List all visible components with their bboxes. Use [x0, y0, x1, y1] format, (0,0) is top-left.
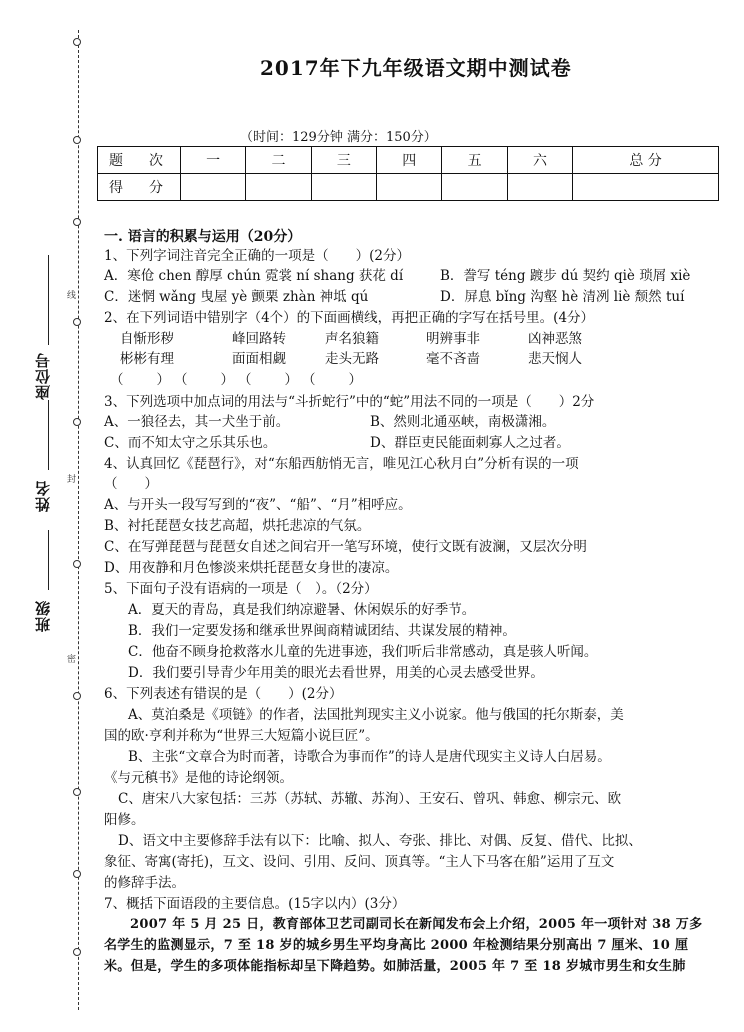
score-table-col-total: 总 分: [573, 147, 719, 174]
score-table-col-5: 五: [442, 147, 507, 174]
score-table-col-3: 三: [311, 147, 376, 174]
score-cell[interactable]: [311, 174, 376, 201]
q5-option-c: C．他奋不顾身抢救落水儿童的先进事迹，我们听后非常感动，真是骇人听闻。: [128, 644, 598, 660]
exam-subtitle: （时间：129分钟 满分：150分）: [240, 130, 437, 145]
q2-stem: 2、在下列词语中错别字（4个）的下面画横线，再把正确的字写在括号里。(4分）: [104, 310, 595, 326]
q3-option-a: A、一狼径去，其一犬坐于前。: [104, 414, 290, 430]
q2-word: 凶神恶煞: [528, 331, 582, 347]
q6-option-d-line2: 象征、寄寓(寄托)，互文、设问、引用、反问、顶真等。“主人下马客在船”运用了互文: [104, 854, 615, 870]
q1-option-b: B．誊写 téng 踱步 dú 契约 qiè 琐屑 xiè: [440, 268, 691, 284]
q2-word: 面面相觑: [232, 351, 286, 367]
name-label: 姓名: [34, 480, 52, 512]
binding-char-feng: 封: [67, 472, 76, 485]
score-cell[interactable]: [181, 174, 246, 201]
q2-word: 峰回路转: [232, 331, 286, 347]
q1-stem: 1、下列字词注音完全正确的一项是（ ）(2分）: [104, 248, 410, 264]
binding-hole-icon: [73, 560, 81, 568]
q2-answer-blanks[interactable]: （ ） （ ） （ ） （ ）: [110, 372, 364, 388]
q5-option-a: A．夏天的青岛，真是我们纳凉避暑、休闲娱乐的好季节。: [128, 602, 476, 618]
score-table-col-6: 六: [507, 147, 572, 174]
q4-option-a: A、与开头一段写写到的“夜”、“船”、“月”相呼应。: [104, 497, 412, 513]
class-label: 班级: [34, 600, 52, 632]
binding-hole-icon: [73, 38, 81, 46]
binding-char-mi: 密: [67, 652, 76, 665]
q4-option-b: B、衬托琵琶女技艺高超，烘托悲凉的气氛。: [104, 518, 371, 534]
q5-stem: 5、下面句子没有语病的一项是（ ）。（2分）: [104, 581, 378, 597]
score-table-header-row: [98, 147, 719, 174]
q2-word: 彬彬有理: [120, 351, 174, 367]
score-table-col-2: 二: [246, 147, 311, 174]
score-table-score-row: [98, 174, 719, 201]
q2-word: 声名狼籍: [325, 331, 379, 347]
binding-hole-icon: [73, 692, 81, 700]
q2-word: 悲天悯人: [528, 351, 582, 367]
score-table-score-label: 得 分: [98, 174, 181, 201]
name-field[interactable]: [48, 400, 49, 470]
score-cell[interactable]: [377, 174, 442, 201]
binding-hole-icon: [73, 318, 81, 326]
binding-hole-icon: [73, 218, 81, 226]
q2-word: 自惭形秽: [120, 331, 174, 347]
binding-hole-icon: [73, 948, 81, 956]
q7-stem: 7、概括下面语段的主要信息。(15字以内）(3分）: [104, 896, 406, 912]
score-table: [97, 146, 719, 201]
section-1-heading: 一. 语言的积累与运用（20分）: [104, 229, 302, 245]
exam-title: 2017年下九年级语文期中测试卷: [260, 56, 572, 80]
seat-number-label: 座位号: [34, 352, 52, 400]
q3-stem: 3、下列选项中加点词的用法与“斗折蛇行”中的“蛇”用法不同的一项是（ ）2分: [104, 394, 595, 410]
q5-option-b: B．我们一定要发扬和继承世界闽商精诚团结、共谋发展的精神。: [128, 623, 516, 639]
binding-char-xian: 线: [67, 288, 76, 301]
q6-option-d-line3: 的修辞手法。: [104, 875, 185, 891]
binding-hole-icon: [73, 870, 81, 878]
q4-option-d: D、用夜静和月色惨淡来烘托琵琶女身世的凄凉。: [104, 560, 399, 576]
q6-option-a-line1: A、莫泊桑是《项链》的作者，法国批判现实主义小说家。他与俄国的托尔斯泰，美: [128, 707, 624, 723]
q6-option-d-line1: D、语文中主要修辞手法有以下：比喻、拟人、夸张、排比、对偶、反复、借代、比拟、: [118, 833, 642, 849]
score-cell-total[interactable]: [573, 174, 719, 201]
q6-option-a-line2: 国的欧·亨利并称为“世界三大短篇小说巨匠”。: [104, 728, 379, 744]
q7-passage-line1: 2007 年 5 月 25 日，教育部体卫艺司副司长在新闻发布会上介绍，2005 年一项针对 38 万多: [130, 917, 703, 932]
q3-option-d: D、群臣吏民能面刺寡人之过者。: [370, 435, 570, 451]
score-cell[interactable]: [246, 174, 311, 201]
q4-option-c: C、在写弹琵琶与琵琶女自述之间宕开一笔写环境，使行文既有波澜，又层次分明: [104, 539, 587, 555]
binding-hole-icon: [73, 136, 81, 144]
q1-option-a: A．寒伧 chen 醇厚 chún 霓裳 ní shang 获花 dí: [104, 268, 404, 284]
score-table-col-4: 四: [377, 147, 442, 174]
class-field[interactable]: [48, 530, 49, 590]
q1-option-c: C．迷惘 wǎng 曳屋 yè 颤栗 zhàn 神坻 qú: [104, 289, 369, 305]
q3-option-b: B、然则北通巫峡，南极潇湘。: [370, 414, 556, 430]
q4-stem: 4、认真回忆《琵琶行》，对“东船西舫悄无言，唯见江心秋月白”分析有误的一项: [104, 456, 579, 472]
q6-option-b-line1: B、主张“文章合为时而著，诗歌合为事而作”的诗人是唐代现实主义诗人白居易。: [128, 749, 611, 765]
q6-stem: 6、下列表述有错误的是（ ）(2分）: [104, 686, 343, 702]
q6-option-c-line2: 阳修。: [104, 812, 145, 828]
q7-passage-line3: 米。但是，学生的多项体能指标却呈下降趋势。如肺活量，2005 年 7 至 18 岁城市男生和女生肺: [104, 959, 686, 974]
q7-passage-line2: 名学生的监测显示，7 至 18 岁的城乡男生平均身高比 2000 年检测结果分别高出 7 厘米、10 厘: [104, 938, 689, 953]
q1-option-d: D．屏息 bǐng 沟壑 hè 清冽 liè 颓然 tuí: [440, 289, 685, 305]
q2-word: 毫不吝啬: [426, 351, 480, 367]
q4-answer-blank[interactable]: （ ）: [104, 476, 158, 492]
score-table-col-1: 一: [181, 147, 246, 174]
q2-word: 明辨事非: [426, 331, 480, 347]
score-cell[interactable]: [442, 174, 507, 201]
q6-option-b-line2: 《与元稹书》是他的诗论纲领。: [104, 770, 293, 786]
q6-option-c-line1: C、唐宋八大家包括：三苏（苏轼、苏辙、苏洵）、王安石、曾巩、韩愈、柳宗元、欧: [118, 791, 622, 807]
q3-option-c: C、而不知太守之乐其乐也。: [104, 435, 277, 451]
binding-dashed-line: [78, 30, 79, 1010]
q2-word: 走头无路: [325, 351, 379, 367]
q5-option-d: D．我们要引导青少年用美的眼光去看世界，用美的心灵去感受世界。: [128, 665, 544, 681]
seat-number-field[interactable]: [48, 255, 49, 345]
binding-hole-icon: [73, 418, 81, 426]
score-table-header-label: 题 次: [98, 147, 181, 174]
binding-hole-icon: [73, 788, 81, 796]
score-cell[interactable]: [507, 174, 572, 201]
